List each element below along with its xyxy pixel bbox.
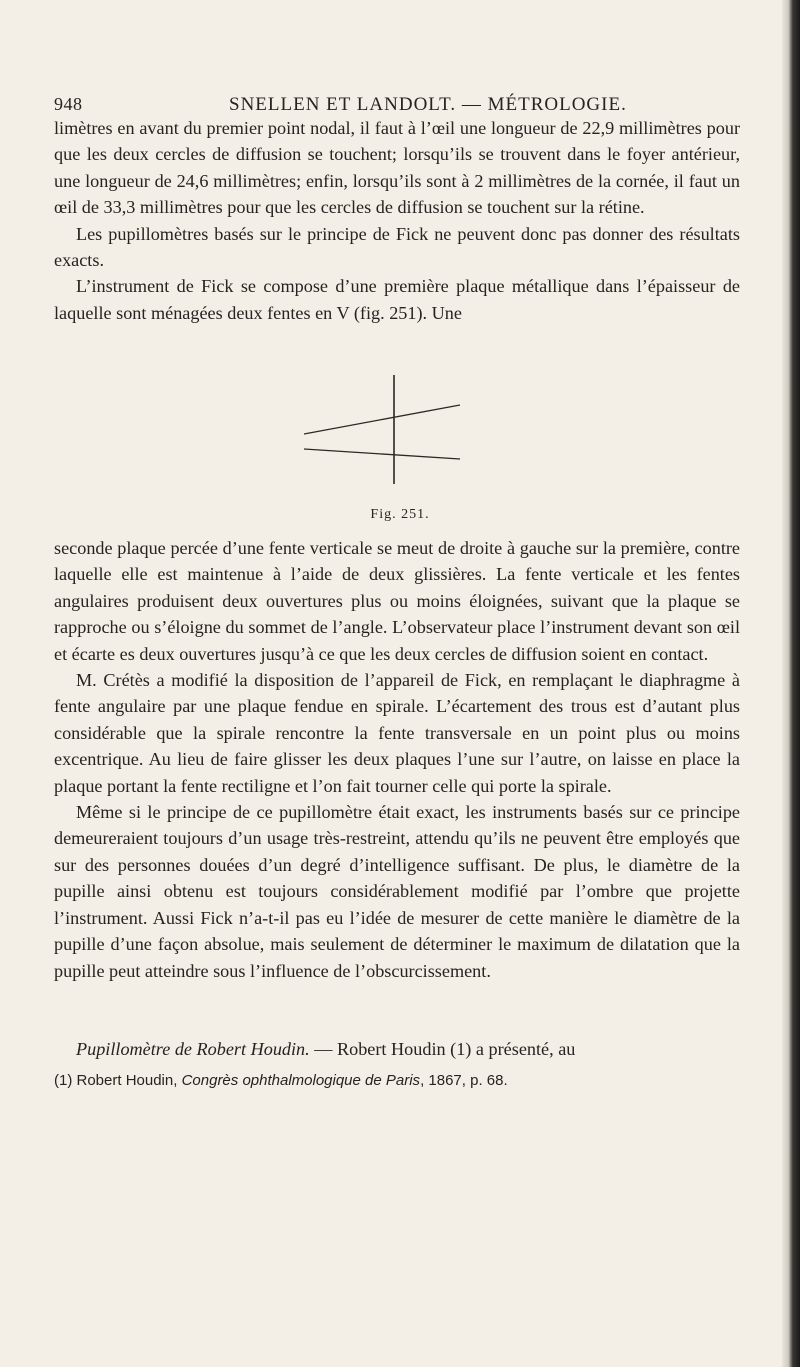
paragraph: Même si le principe de ce pupillomètre était exact, les instruments basés sur ce principe demeureraient toujours d’un usage très-restreint, attendu qu’ils ne peuvent être employés que sur des personnes douées d’un degré d’intelligence suffisant. De plus, le diamètre de la pupille ainsi obtenu est toujours considérablement modifié par l’ombre que projette l’instrument. Aussi Fick n’a-t-il pas eu l’idée de mesurer de cette manière le diamètre de la pupille d’une façon absolue, mais seulement de déterminer le maximum de dilatation que la pupille peut atteindre sous l’influence de l’obscurcissement.: [54, 802, 740, 981]
body-text-middle: [54, 535, 740, 984]
footnote-title: Congrès ophthalmologique de Paris: [181, 1072, 421, 1089]
figure-251-diagram: [300, 372, 470, 492]
running-title: SNELLEN ET LANDOLT. — MÉTROLOGIE.: [229, 94, 627, 115]
paragraph: Les pupillomètres basés sur le principe de Fick ne peuvent donc pas donner des résultats exacts.: [54, 223, 740, 271]
page-number: 948: [54, 94, 83, 114]
paragraph: M. Crétès a modifié la disposition de l’appareil de Fick, en remplaçant le diaphragme à fente angulaire par une plaque fendue en spirale. L’écartement des trous est d’autant plus considérable que la spirale rencontre la fente transversale en un point plus ou moins excentrique. Au lieu de faire glisser les deux plaques l’une sur l’autre, on laisse en place la plaque portant la fente rectiligne et l’on fait tourner celle qui porte la spirale.: [54, 670, 740, 796]
footnote-marker: (1): [54, 1072, 73, 1089]
footnote-rest: , 1867, p. 68.: [420, 1072, 508, 1089]
paragraph: limètres en avant du premier point nodal, il faut à l’œil une longueur de 22,9 millimètres pour que les deux cercles de diffusion se touchent; lorsqu’ils se trouvent dans le foyer antérieur, une longueur de 24,6 millimètres; enfin, lorsqu’ils sont à 2 millimètres de la cornée, il faut un œil de 33,3 millimètres pour que les cercles de diffusion se touchent sur la rétine.: [54, 118, 740, 218]
body-text-top: [54, 115, 740, 326]
upper-v-slit: [304, 405, 460, 434]
section-text: — Robert Houdin (1) a présenté, au: [309, 1039, 576, 1059]
lower-v-slit: [304, 449, 460, 459]
footnote-author: Robert Houdin,: [72, 1072, 182, 1089]
footnote: [54, 1071, 740, 1091]
paragraph: L’instrument de Fick se compose d’une première plaque métallique dans l’épaisseur de laquelle sont ménagées deux fentes en V (fig. 251). Une: [54, 276, 740, 323]
section-line: [54, 1036, 740, 1062]
section-paragraph: [54, 1036, 740, 1062]
paragraph: seconde plaque percée d’une fente verticale se meut de droite à gauche sur la première, contre laquelle elle est maintenue à l’aide de deux glissières. La fente verticale et les fentes angulaires produisent deux ouvertures plus ou moins éloignées, suivant que la plaque se rapproche ou s’éloigne du sommet de l’angle. L’observateur place l’instrument devant son œil et écarte es deux ouvertures jusqu’à ce que les deux cercles de diffusion soient en contact.: [54, 538, 740, 664]
section-heading: Pupillomètre de Robert Houdin.: [76, 1039, 310, 1059]
page-edge-shadow: [782, 0, 800, 1367]
figure-caption: Fig. 251.: [370, 507, 430, 522]
